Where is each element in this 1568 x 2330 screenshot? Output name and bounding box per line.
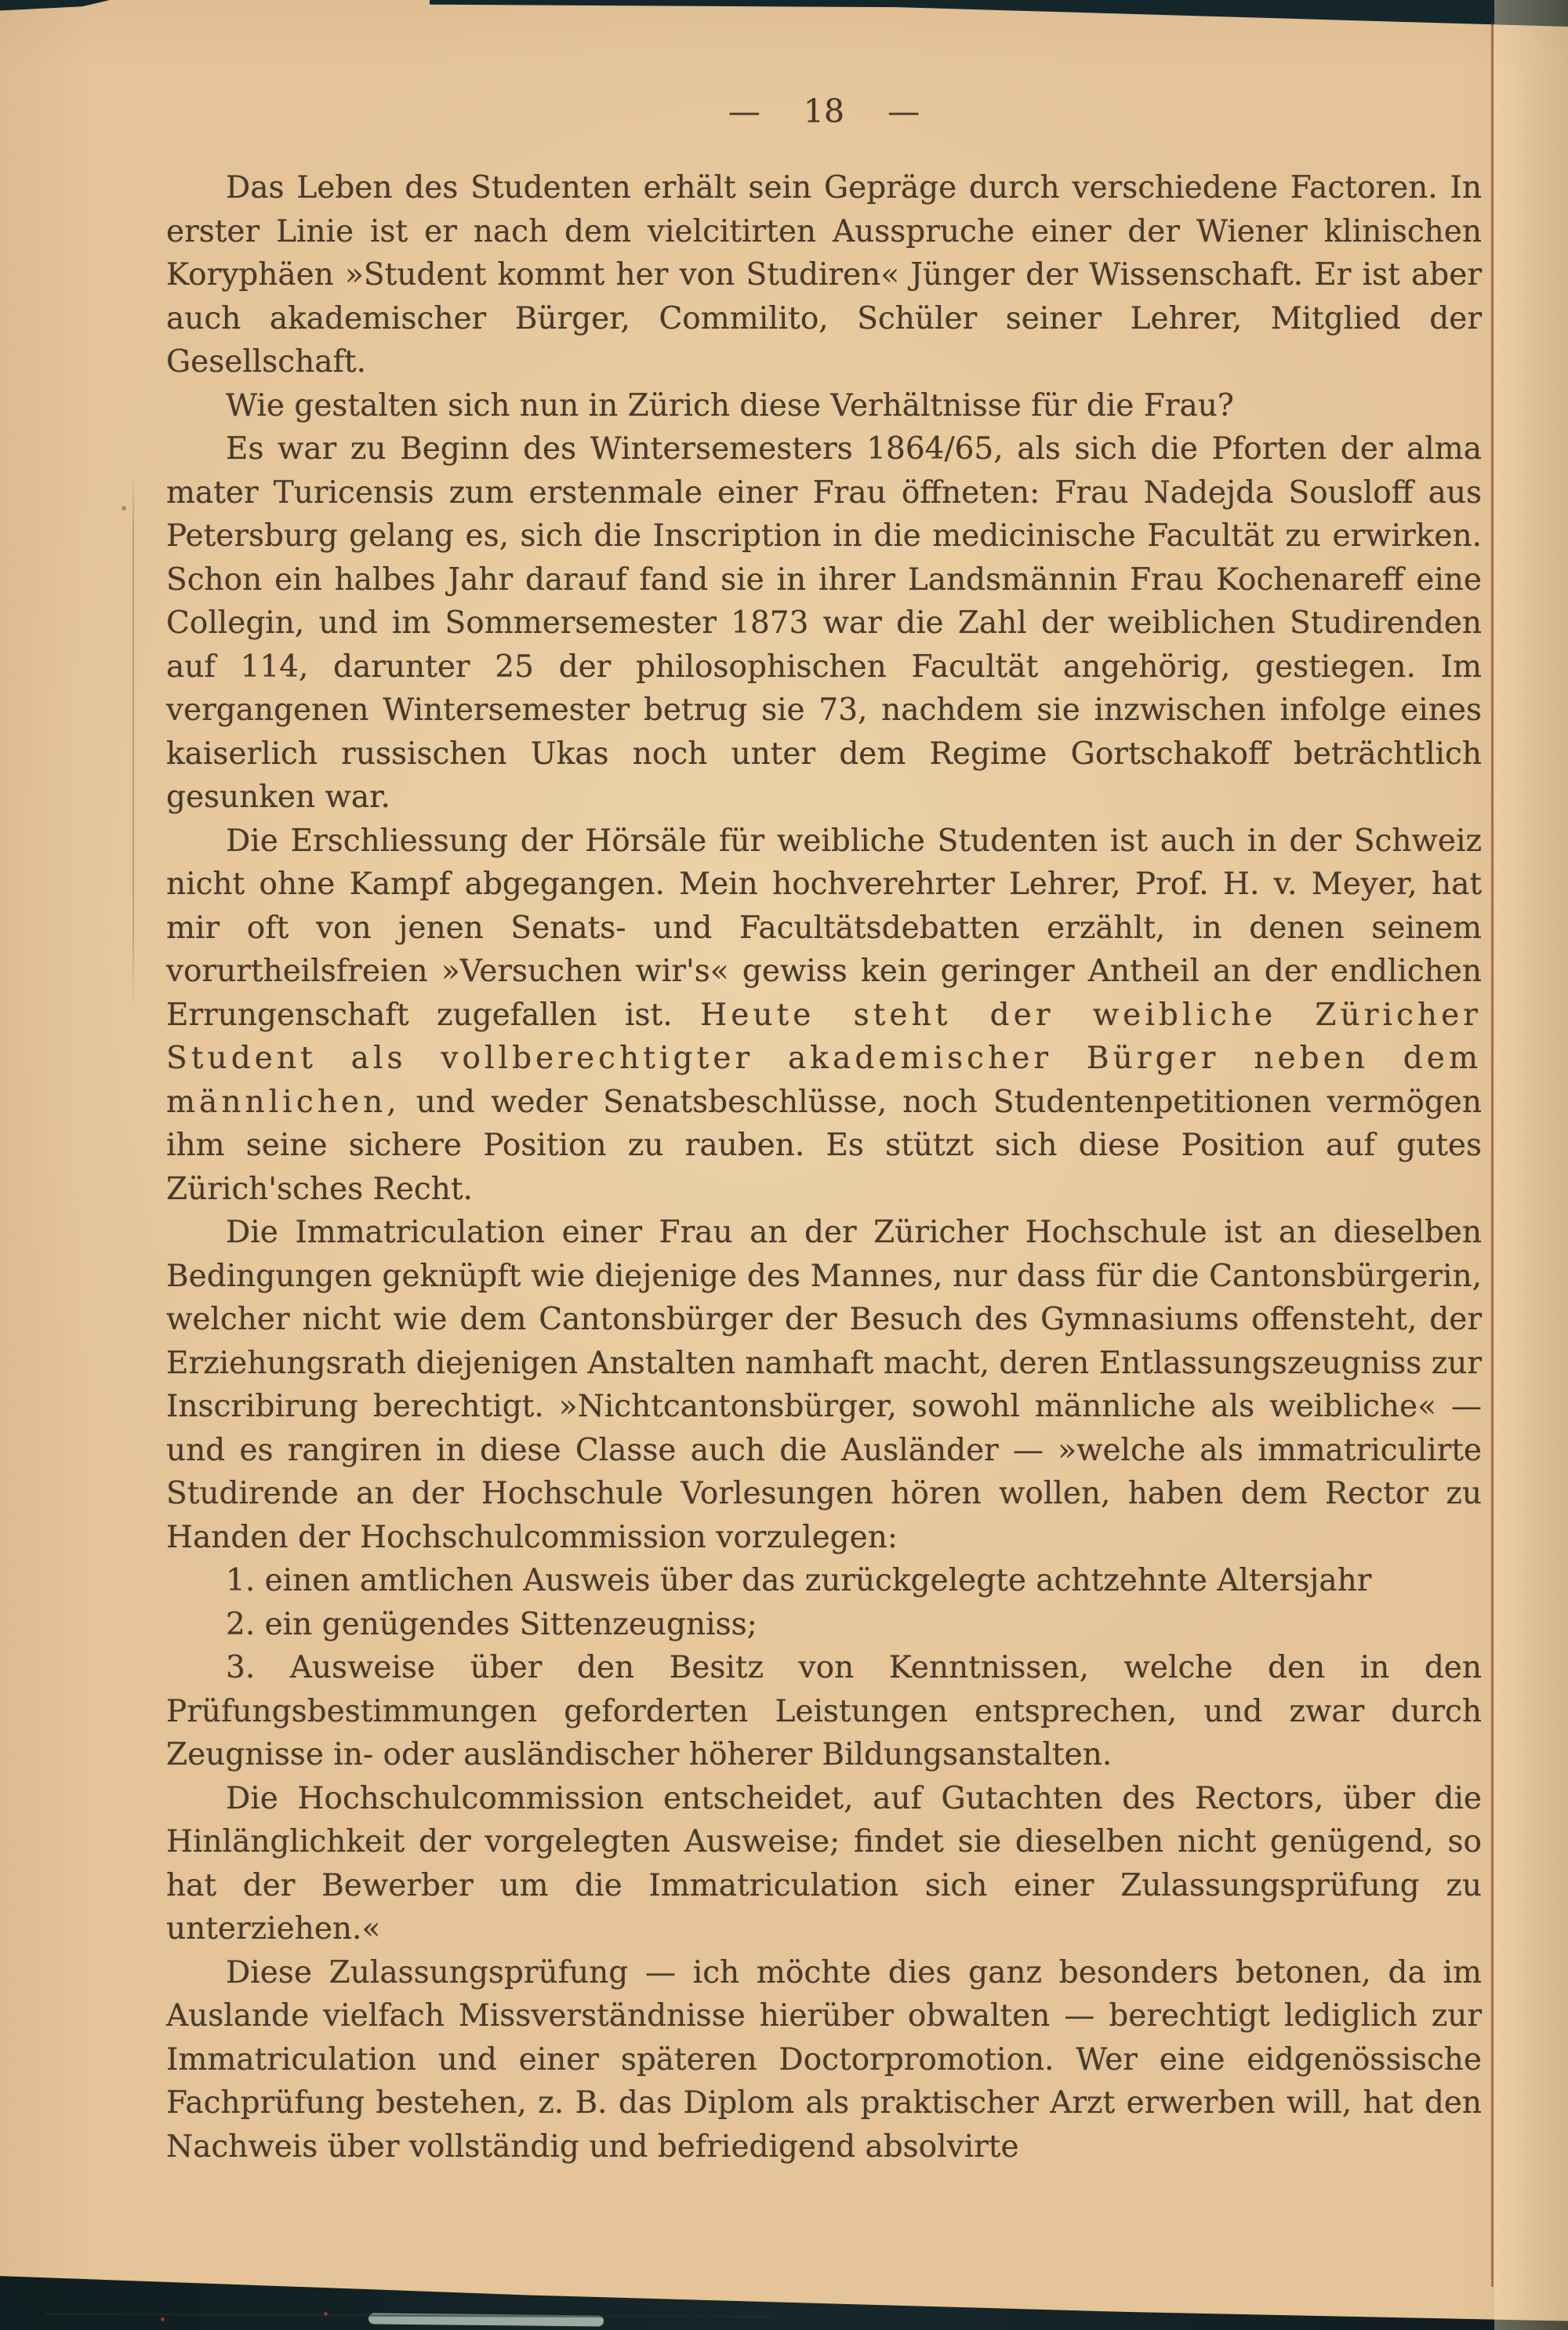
paragraph-student-life: Das Leben des Studenten erhält sein Gepräge durch verschiedene Factoren. In erster Linie ist er nach dem vielcitirten Ausspruche einer der Wiener klinischen Koryphäen »Student kommt her von Studiren« Jünger der Wissenschaft. Er ist aber auch akademischer Bürger, Commilito, Schüler seiner Lehrer, Mitglied der Gesellschaft. [166, 170, 1482, 380]
margin-crease-line [132, 471, 134, 1012]
list-item-altersjahr: 1. einen amtlichen Ausweis über das zurückgelegte achtzehnte Altersjahr [226, 1563, 1372, 1598]
page-number: — 18 — [728, 93, 920, 130]
paragraph-erschliessung-emphasis: Heute steht der weibliche Züricher Student als vollberechtigter akademischer Bürger neben dem männlichen, [166, 997, 1482, 1120]
list-item-sittenzeugniss: 2. ein genügendes Sittenzeugniss; [226, 1606, 757, 1642]
scan-debris-dot [161, 2317, 165, 2321]
paragraph-question-frau: Wie gestalten sich nun in Zürich diese Verhältnisse für die Frau? [226, 387, 1234, 423]
paragraph-hochschulcommission: Die Hochschulcommission entscheidet, auf Gutachten des Rectors, über die Hinlänglichkeit der vorgelegten Ausweise; findet sie dieselben nicht genügend, so hat der Bewerber um die Immatriculation sich einer Zulassungsprüfung zu unterziehen.« [166, 1780, 1482, 1947]
scan-edge-top-strip [430, 0, 1568, 27]
paragraph-erschliessung [166, 820, 1482, 1212]
scan-edge-bottom-band [0, 2266, 1568, 2330]
paragraph-immatriculation: Die Immatriculation einer Frau an der Züricher Hochschule ist an dieselben Bedingungen geknüpft wie diejenige des Mannes, nur dass für die Cantonsbürgerin, welcher nicht wie dem Cantonsbürger der Besuch des Gymnasiums offensteht, der Erziehungsrath diejenigen Anstalten namhaft macht, deren Entlassungszeugniss zur Inscribirung berechtigt. »Nichtcantonsbürger, sowohl männliche als weibliche« — und es rangiren in diese Classe auch die Ausländer — »welche als immatriculirte Studirende an der Hochschule Vorlesungen hören wollen, haben dem Rector zu Handen der Hochschulcommission vorzulegen: [166, 1215, 1482, 1555]
page-text-block [166, 166, 1482, 2168]
scan-debris-dot [324, 2312, 328, 2316]
scan-edge-top-left-corner [0, 0, 110, 12]
list-item-kenntnisse: 3. Ausweise über den Besitz von Kenntnissen, welche den in den Prüfungsbestimmungen geforderten Leistungen entsprechen, und zwar durch Zeugnisse in- oder ausländischer höherer Bildungsanstalten. [166, 1650, 1482, 1772]
paragraph-erschliessung-pre: Die Erschliessung der Hörsäle für weibliche Studenten ist auch in der Schweiz nicht ohne Kampf abgegangen. Mein hochverehrter Lehrer, Prof. H. v. Meyer, hat mir oft von jenen Senats- und Facultätsdebatten erzählt, in denen seinem vorurtheilsfreien »Versuchen wir's« gewiss kein geringer Antheil an der endlichen Errungenschaft zugefallen ist. [166, 823, 1482, 1033]
paragraph-erschliessung-post: und weder Senatsbeschlüsse, noch Studentenpetitionen vermögen ihm seine sichere Position zu rauben. Es stützt sich diese Position auf gutes Zürich'sches Recht. [166, 1084, 1482, 1207]
paper-right-edge [1494, 0, 1568, 2330]
scan-red-edge-line [1491, 22, 1494, 2287]
margin-pencil-dot [122, 506, 126, 511]
paragraph-zulassungspruefung: Diese Zulassungsprüfung — ich möchte dies ganz besonders betonen, da im Auslande vielfach Missverständnisse hierüber obwalten — berechtigt lediglich zur Immatriculation und einer späteren Doctorpromotion. Wer eine eidgenössische Fachprüfung bestehen, z. B. das Diplom als praktischer Arzt erwerben will, hat den Nachweis über vollständig und befriedigend absolvirte [166, 1954, 1482, 2165]
paragraph-first-inscription: Es war zu Beginn des Wintersemesters 1864/65, als sich die Pforten der alma mater Turicensis zum erstenmale einer Frau öffneten: Frau Nadejda Sousloff aus Petersburg gelang es, sich die Inscription in die medicinische Facultät zu erwirken. Schon ein halbes Jahr darauf fand sie in ihrer Landsmännin Frau Kochenareff eine Collegin, und im Sommersemester 1873 war die Zahl der weiblichen Studirenden auf 114, darunter 25 der philosophischen Facultät angehörig, gestiegen. Im vergangenen Wintersemester betrug sie 73, nachdem sie inzwischen infolge eines kaiserlich russischen Ukas noch unter dem Regime Gortschakoff beträchtlich gesunken war. [166, 431, 1482, 815]
